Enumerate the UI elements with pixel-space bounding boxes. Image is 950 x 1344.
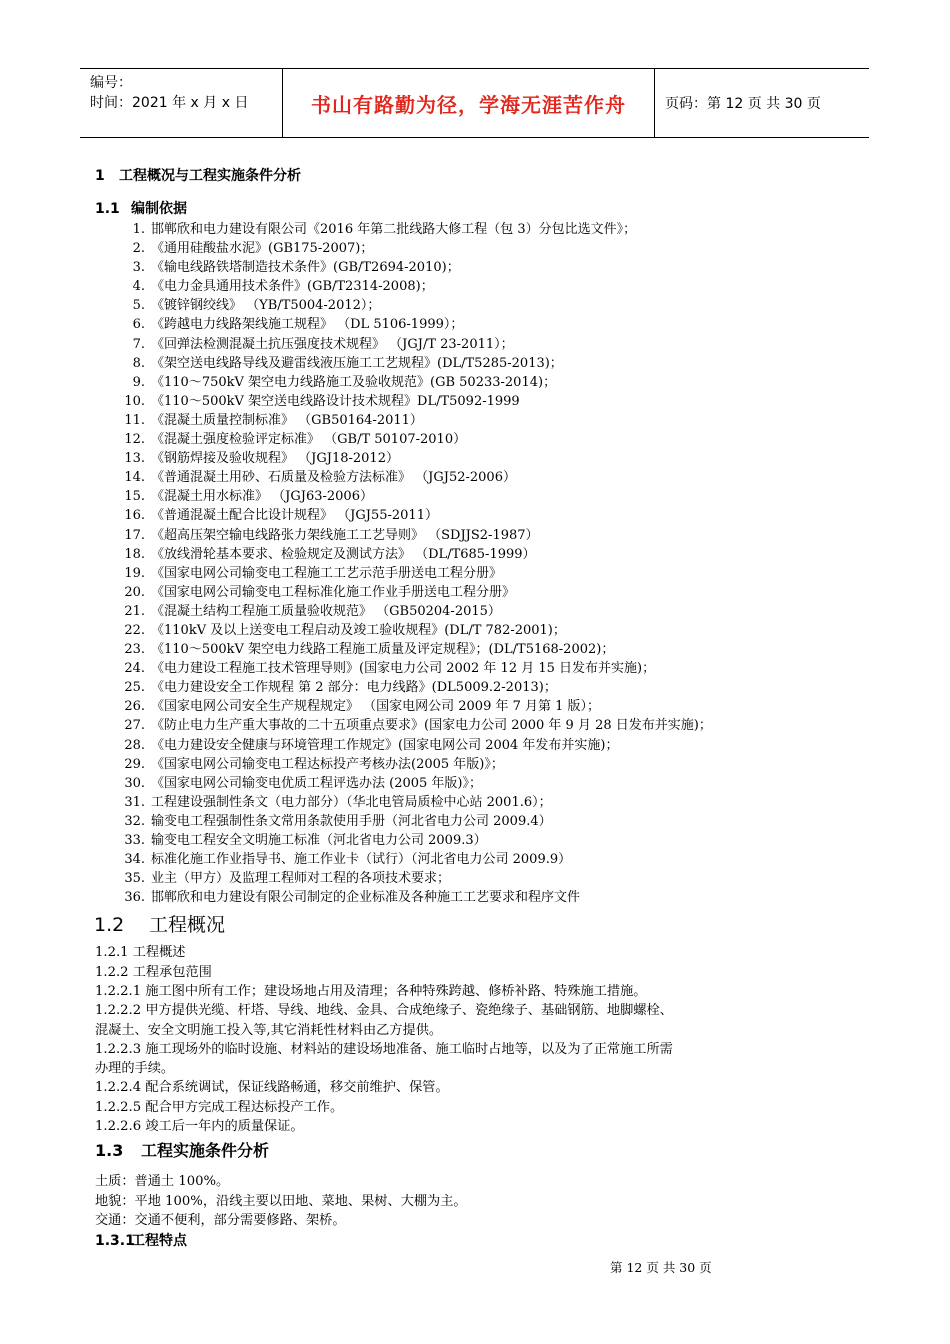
reference-text: 《架空送电线路导线及避雷线液压施工工艺规程》(DL/T5285-2013)； xyxy=(151,355,563,371)
reference-item xyxy=(95,621,875,640)
reference-item xyxy=(95,315,875,334)
section-title: 工程实施条件分析 xyxy=(141,1141,270,1161)
reference-number: 6. xyxy=(132,317,145,333)
overview-line: 1.2.2.4 配合系统调试，保证线路畅通，移交前维护、保管。 xyxy=(95,1080,449,1096)
time-label: 时间：2021 年 x 月 x 日 xyxy=(90,95,249,111)
reference-number: 35. xyxy=(124,871,145,887)
reference-item xyxy=(95,736,875,755)
reference-number: 1. xyxy=(132,222,145,237)
reference-text: 标准化施工作业指导书、施工作业卡（试行）（河北省电力公司 2009.9） xyxy=(151,852,572,868)
reference-text: 《钢筋焊接及验收规程》 （JGJ18-2012） xyxy=(151,451,399,467)
section-title: 工程概况与工程实施条件分析 xyxy=(119,168,301,184)
reference-number: 8. xyxy=(132,355,145,371)
reference-number: 15. xyxy=(124,489,145,505)
reference-list xyxy=(95,220,875,907)
reference-item xyxy=(95,506,875,525)
reference-text: 《放线滑轮基本要求、检验规定及测试方法》 （DL/T685-1999） xyxy=(151,546,536,562)
reference-text: 《电力建设工程施工技术管理导则》(国家电力公司 2002 年 12 月 15 日发布并实施)； xyxy=(151,661,656,677)
reference-item xyxy=(95,869,875,888)
section-number: 1.2 xyxy=(94,914,125,937)
reference-number: 28. xyxy=(124,737,145,753)
section-title: 工程特点 xyxy=(131,1233,187,1250)
reference-text: 业主（甲方）及监理工程师对工程的各项技术要求； xyxy=(151,871,451,887)
reference-item xyxy=(95,793,875,812)
reference-text: 《跨越电力线路架线施工规程》 （DL 5106-1999）； xyxy=(151,317,464,333)
reference-number: 12. xyxy=(124,432,145,448)
overview-line: 1.2.2 工程承包范围 xyxy=(95,964,212,980)
reference-text: 邯郸欣和电力建设有限公司制定的企业标准及各种施工工艺要求和程序文件 xyxy=(151,890,581,906)
reference-text: 工程建设强制性条文（电力部分）（华北电管局质检中心站 2001.6）； xyxy=(151,794,552,810)
reference-number: 10. xyxy=(124,393,145,409)
reference-number: 25. xyxy=(124,680,145,696)
reference-number: 9. xyxy=(132,374,145,390)
reference-text: 《混凝土结构工程施工质量验收规范》 （GB50204-2015） xyxy=(151,603,501,619)
reference-number: 32. xyxy=(124,813,145,829)
reference-number: 18. xyxy=(124,546,145,562)
section-1-heading xyxy=(95,164,875,188)
reference-item xyxy=(95,697,875,716)
reference-text: 《输电线路铁塔制造技术条件》(GB/T2694-2010)； xyxy=(151,260,460,276)
reference-number: 23. xyxy=(124,642,145,658)
conditions-text xyxy=(95,1172,875,1230)
reference-item xyxy=(95,716,875,735)
reference-item xyxy=(95,755,875,774)
reference-item xyxy=(95,430,875,449)
section-title: 工程概况 xyxy=(149,914,226,937)
reference-number: 16. xyxy=(124,508,145,524)
reference-number: 7. xyxy=(132,336,145,352)
reference-text: 《回弹法检测混凝土抗压强度技术规程》 （JGJ/T 23-2011）； xyxy=(151,336,514,352)
reference-text: 《混凝土强度检验评定标准》 （GB/T 50107-2010） xyxy=(151,432,467,448)
reference-item xyxy=(95,392,875,411)
reference-number: 33. xyxy=(124,833,145,848)
condition-line: 土质：普通土 100%。 xyxy=(95,1174,230,1190)
reference-text: 《国家电网公司安全生产规程规定》 （国家电网公司 2009 年 7 月第 1 版）； xyxy=(151,699,601,715)
reference-number: 30. xyxy=(124,775,145,791)
section-number: 1.3 xyxy=(95,1141,124,1161)
reference-number: 5. xyxy=(132,298,145,314)
reference-item xyxy=(95,583,875,602)
reference-number: 14. xyxy=(124,470,145,486)
header-slogan: 书山有路勤为径，学海无涯苦作舟 xyxy=(283,69,655,137)
reference-text: 《混凝土质量控制标准》 （GB50164-2011） xyxy=(151,412,423,428)
reference-number: 21. xyxy=(124,603,145,619)
reference-item xyxy=(95,354,875,373)
reference-text: 输变电工程强制性条文常用条款使用手册（河北省电力公司 2009.4） xyxy=(151,813,552,829)
reference-text: 《国家电网公司输变电工程施工工艺示范手册送电工程分册》 xyxy=(151,565,503,581)
reference-number: 27. xyxy=(124,718,145,734)
document-body xyxy=(95,164,875,1252)
reference-number: 11. xyxy=(124,412,145,428)
section-1-3-1-heading xyxy=(95,1230,875,1252)
reference-item xyxy=(95,640,875,659)
reference-item xyxy=(95,487,875,506)
reference-number: 4. xyxy=(132,279,145,295)
reference-number: 20. xyxy=(124,584,145,600)
page-footer: 第 12 页 共 30 页 xyxy=(610,1260,712,1275)
reference-text: 输变电工程安全文明施工标准（河北省电力公司 2009.3） xyxy=(151,833,487,848)
reference-number: 36. xyxy=(124,890,145,906)
reference-item xyxy=(95,239,875,258)
reference-item xyxy=(95,220,875,239)
reference-text: 《超高压架空输电线路张力架线施工工艺导则》 （SDJJS2-1987） xyxy=(151,527,539,543)
reference-number: 29. xyxy=(124,756,145,772)
reference-number: 31. xyxy=(124,794,145,810)
reference-number: 19. xyxy=(124,565,145,581)
reference-text: 《国家电网公司输变电工程达标投产考核办法(2005 年版)》； xyxy=(151,756,504,772)
section-number: 1.1 xyxy=(95,201,120,217)
reference-text: 《110kV 及以上送变电工程启动及竣工验收规程》(DL/T 782-2001)； xyxy=(151,622,566,638)
reference-item xyxy=(95,296,875,315)
reference-text: 《普通混凝土配合比设计规程》 （JGJ55-2011） xyxy=(151,508,438,524)
reference-text: 《电力建设安全工作规程 第 2 部分：电力线路》(DL5009.2-2013)； xyxy=(151,680,557,696)
reference-text: 《普通混凝土用砂、石质量及检验方法标准》 （JGJ52-2006） xyxy=(151,470,516,486)
overview-line: 办理的手续。 xyxy=(95,1061,175,1077)
overview-line: 1.2.1 工程概述 xyxy=(95,945,186,961)
reference-number: 24. xyxy=(124,661,145,677)
reference-text: 《电力金具通用技术条件》(GB/T2314-2008)； xyxy=(151,279,434,295)
reference-item xyxy=(95,564,875,583)
reference-item xyxy=(95,602,875,621)
reference-number: 22. xyxy=(124,622,145,638)
reference-item xyxy=(95,659,875,678)
reference-item xyxy=(95,449,875,468)
reference-text: 《电力建设安全健康与环境管理工作规定》(国家电网公司 2004 年发布并实施)； xyxy=(151,737,619,753)
reference-text: 《国家电网公司输变电优质工程评选办法 (2005 年版)》； xyxy=(151,775,482,791)
reference-item xyxy=(95,888,875,907)
overview-line: 1.2.2.6 竣工后一年内的质量保证。 xyxy=(95,1119,304,1135)
reference-item xyxy=(95,258,875,277)
reference-item xyxy=(95,774,875,793)
section-1-3-heading xyxy=(95,1136,875,1166)
reference-item xyxy=(95,831,875,850)
header-page-info: 页码：第 12 页 共 30 页 xyxy=(665,96,821,112)
condition-line: 交通：交通不便利，部分需要修路、架桥。 xyxy=(95,1212,346,1228)
overview-line: 1.2.2.1 施工图中所有工作；建设场地占用及清理；各种特殊跨越、修桥补路、特殊施工措施。 xyxy=(95,983,647,999)
reference-item xyxy=(95,678,875,697)
overview-line: 1.2.2.5 配合甲方完成工程达标投产工作。 xyxy=(95,1099,344,1115)
reference-text: 《110～750kV 架空电力线路施工及验收规范》(GB 50233-2014)； xyxy=(151,374,557,390)
reference-item xyxy=(95,373,875,392)
reference-item xyxy=(95,850,875,869)
reference-item xyxy=(95,812,875,831)
reference-item xyxy=(95,411,875,430)
overview-line: 1.2.2.3 施工现场外的临时设施、材料站的建设场地准备、施工临时占地等，以及为了正常施工所需 xyxy=(95,1041,673,1057)
section-number: 1 xyxy=(95,168,105,184)
section-title: 编制依据 xyxy=(131,201,187,217)
reference-text: 《通用硅酸盐水泥》(GB175-2007)； xyxy=(151,241,374,257)
section-number: 1.3.1 xyxy=(95,1233,135,1250)
code-label: 编号： xyxy=(90,75,132,91)
page-header xyxy=(80,68,869,138)
overview-text xyxy=(95,943,875,1136)
reference-text: 《镀锌钢绞线》 （YB/T5004-2012）； xyxy=(151,298,381,314)
reference-number: 34. xyxy=(124,852,145,868)
section-1-2-heading xyxy=(94,907,875,943)
reference-item xyxy=(95,545,875,564)
overview-line: 混凝土、安全文明施工投入等,其它消耗性材料由乙方提供。 xyxy=(95,1022,443,1038)
reference-item xyxy=(95,335,875,354)
reference-number: 13. xyxy=(124,451,145,467)
reference-number: 17. xyxy=(124,527,145,543)
reference-item xyxy=(95,468,875,487)
section-1-1-heading xyxy=(95,198,875,220)
reference-number: 2. xyxy=(132,241,145,257)
header-meta xyxy=(80,69,283,137)
reference-number: 3. xyxy=(132,260,145,276)
reference-number: 26. xyxy=(124,699,145,715)
reference-item xyxy=(95,526,875,545)
reference-text: 《110～500kV 架空电力线路工程施工质量及评定规程》；(DL/T5168-2002)； xyxy=(151,642,615,658)
reference-text: 邯郸欣和电力建设有限公司《2016 年第二批线路大修工程（包 3）分包比选文件》； xyxy=(151,222,637,237)
reference-text: 《防止电力生产重大事故的二十五项重点要求》(国家电力公司 2000 年 9 月 28 日发布并实施)； xyxy=(151,718,712,734)
reference-text: 《110～500kV 架空送电线路设计技术规程》DL/T5092-1999 xyxy=(151,393,520,409)
reference-text: 《混凝土用水标准》 （JGJ63-2006） xyxy=(151,489,373,505)
reference-text: 《国家电网公司输变电工程标准化施工作业手册送电工程分册》 xyxy=(151,584,516,600)
condition-line: 地貌：平地 100%，沿线主要以田地、菜地、果树、大棚为主。 xyxy=(95,1193,467,1209)
overview-line: 1.2.2.2 甲方提供光缆、杆塔、导线、地线、金具、合成绝缘子、瓷绝缘子、基础钢筋、地脚螺栓、 xyxy=(95,1003,673,1019)
reference-item xyxy=(95,277,875,296)
